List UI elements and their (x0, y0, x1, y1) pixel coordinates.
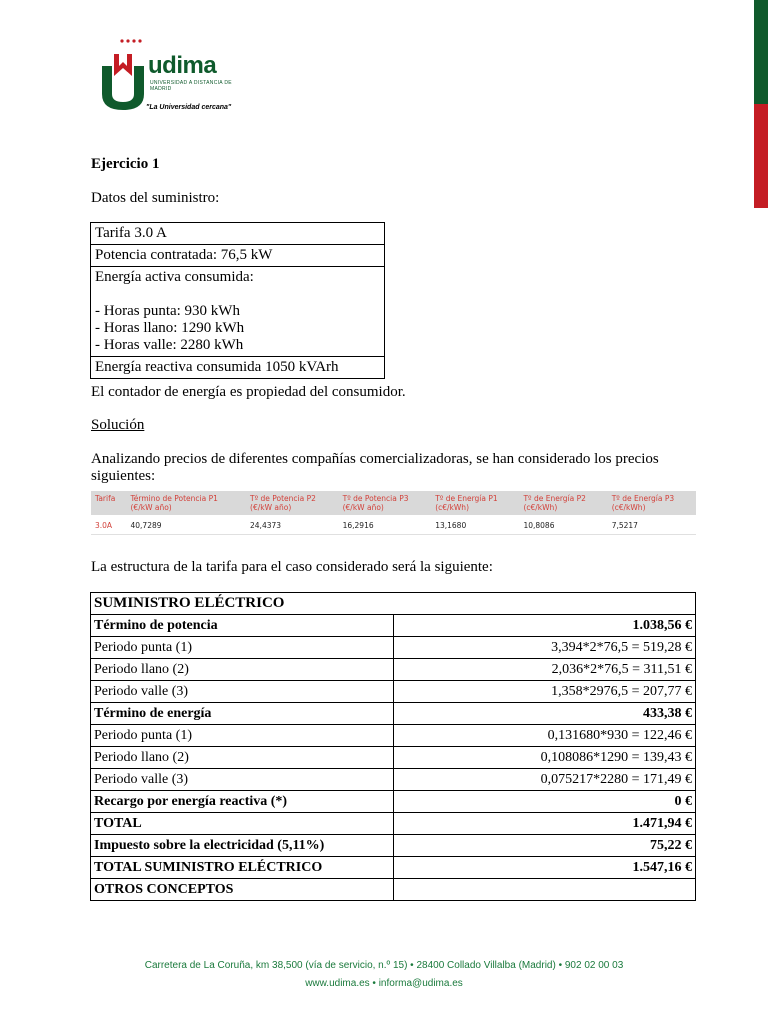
bill-row-label: Recargo por energía reactiva (*) (91, 791, 394, 813)
bill-row-value: 1.547,16 € (394, 857, 696, 879)
analysis-text: Analizando precios de diferentes compañías comercializadoras, se han considerado los precios siguientes: (91, 451, 659, 484)
prices-header: Tº de Potencia P3 (€/kW año) (339, 491, 432, 515)
bill-row-label: Periodo valle (3) (91, 769, 394, 791)
prices-cell: 3.0A (91, 515, 127, 535)
bill-row-value: 2,036*2*76,5 = 311,51 € (394, 659, 696, 681)
supply-energia-title: Energía activa consumida: (95, 269, 254, 285)
logo-wordmark: udima (148, 52, 217, 79)
bill-row (91, 681, 696, 703)
bill-row (91, 703, 696, 725)
prices-header: Tº de Energía P1 (c€/kWh) (431, 491, 519, 515)
bill-row-value: 0,131680*930 = 122,46 € (394, 725, 696, 747)
bill-row-label: Periodo llano (2) (91, 747, 394, 769)
supply-reactiva: Energía reactiva consumida 1050 kVArh (91, 357, 385, 379)
solution-heading: Solución (91, 417, 145, 433)
side-accent-green (754, 0, 768, 104)
bill-row-value: 1.038,56 € (394, 615, 696, 637)
footer-address: Carretera de La Coruña, km 38,500 (vía de servicio, n.º 15) • 28400 Collado Villalba (Madrid) • 902 02 00 03 (144, 960, 624, 971)
logo-subtitle: UNIVERSIDAD A DISTANCIA DE MADRID (150, 80, 232, 92)
prices-cell: 40,7289 (127, 515, 247, 535)
bill-row (91, 615, 696, 637)
supply-data-table (90, 222, 385, 379)
bill-row-value (394, 879, 696, 901)
logo-mark-icon (100, 54, 146, 110)
bill-row-value: 75,22 € (394, 835, 696, 857)
udima-logo (100, 38, 250, 118)
supply-punta: - Horas punta: 930 kWh (95, 303, 240, 319)
prices-table (91, 491, 696, 535)
bill-row-value: 433,38 € (394, 703, 696, 725)
structure-text: La estructura de la tarifa para el caso considerado será la siguiente: (91, 559, 493, 575)
prices-cell: 16,2916 (339, 515, 432, 535)
prices-header: Tº de Energía P2 (c€/kWh) (519, 491, 607, 515)
supply-llano: - Horas llano: 1290 kWh (95, 320, 245, 336)
prices-cell: 7,5217 (608, 515, 696, 535)
owner-note: El contador de energía es propiedad del consumidor. (91, 384, 406, 400)
bill-row-label: TOTAL (91, 813, 394, 835)
supply-tarifa: Tarifa 3.0 A (91, 223, 385, 245)
bill-row-label: Impuesto sobre la electricidad (5,11%) (91, 835, 394, 857)
bill-row-value: 0 € (394, 791, 696, 813)
supply-potencia: Potencia contratada: 76,5 kW (91, 245, 385, 267)
prices-row (91, 515, 696, 535)
prices-header: Tº de Energía P3 (c€/kWh) (608, 491, 696, 515)
footer-contact: www.udima.es • informa@udima.es (305, 978, 463, 989)
bill-row (91, 813, 696, 835)
bill-row-label: Periodo valle (3) (91, 681, 394, 703)
logo-tagline: "La Universidad cercana" (146, 104, 232, 111)
bill-row-label: Periodo punta (1) (91, 637, 394, 659)
bill-row (91, 791, 696, 813)
bill-row (91, 879, 696, 901)
bill-row-label: OTROS CONCEPTOS (91, 879, 394, 901)
bill-row-value: 1.471,94 € (394, 813, 696, 835)
bill-row-value: 1,358*2976,5 = 207,77 € (394, 681, 696, 703)
bill-row (91, 659, 696, 681)
supply-intro: Datos del suministro: (91, 190, 220, 206)
bill-row-label: Término de energía (91, 703, 394, 725)
supply-energia-cell (91, 267, 385, 357)
bill-row-label: Periodo punta (1) (91, 725, 394, 747)
prices-cell: 24,4373 (246, 515, 339, 535)
prices-header: Tº de Potencia P2 (€/kW año) (246, 491, 339, 515)
exercise-heading: Ejercicio 1 (91, 156, 160, 172)
bill-row-label: Término de potencia (91, 615, 394, 637)
bill-row-value: 0,108086*1290 = 139,43 € (394, 747, 696, 769)
bill-title: SUMINISTRO ELÉCTRICO (91, 593, 696, 615)
bill-row-value: 3,394*2*76,5 = 519,28 € (394, 637, 696, 659)
prices-header: Tarifa (91, 491, 127, 515)
bill-row-label: TOTAL SUMINISTRO ELÉCTRICO (91, 857, 394, 879)
prices-header: Término de Potencia P1 (€/kW año) (127, 491, 247, 515)
bill-row (91, 835, 696, 857)
prices-cell: 10,8086 (519, 515, 607, 535)
prices-header-row (91, 491, 696, 515)
side-accent-red (754, 104, 768, 208)
bill-row (91, 725, 696, 747)
bill-row (91, 769, 696, 791)
logo-dots-icon (118, 38, 158, 44)
bill-table (90, 592, 696, 901)
supply-valle: - Horas valle: 2280 kWh (95, 337, 244, 353)
bill-row (91, 747, 696, 769)
bill-row (91, 637, 696, 659)
bill-row (91, 857, 696, 879)
bill-row-label: Periodo llano (2) (91, 659, 394, 681)
bill-row-value: 0,075217*2280 = 171,49 € (394, 769, 696, 791)
prices-cell: 13,1680 (431, 515, 519, 535)
